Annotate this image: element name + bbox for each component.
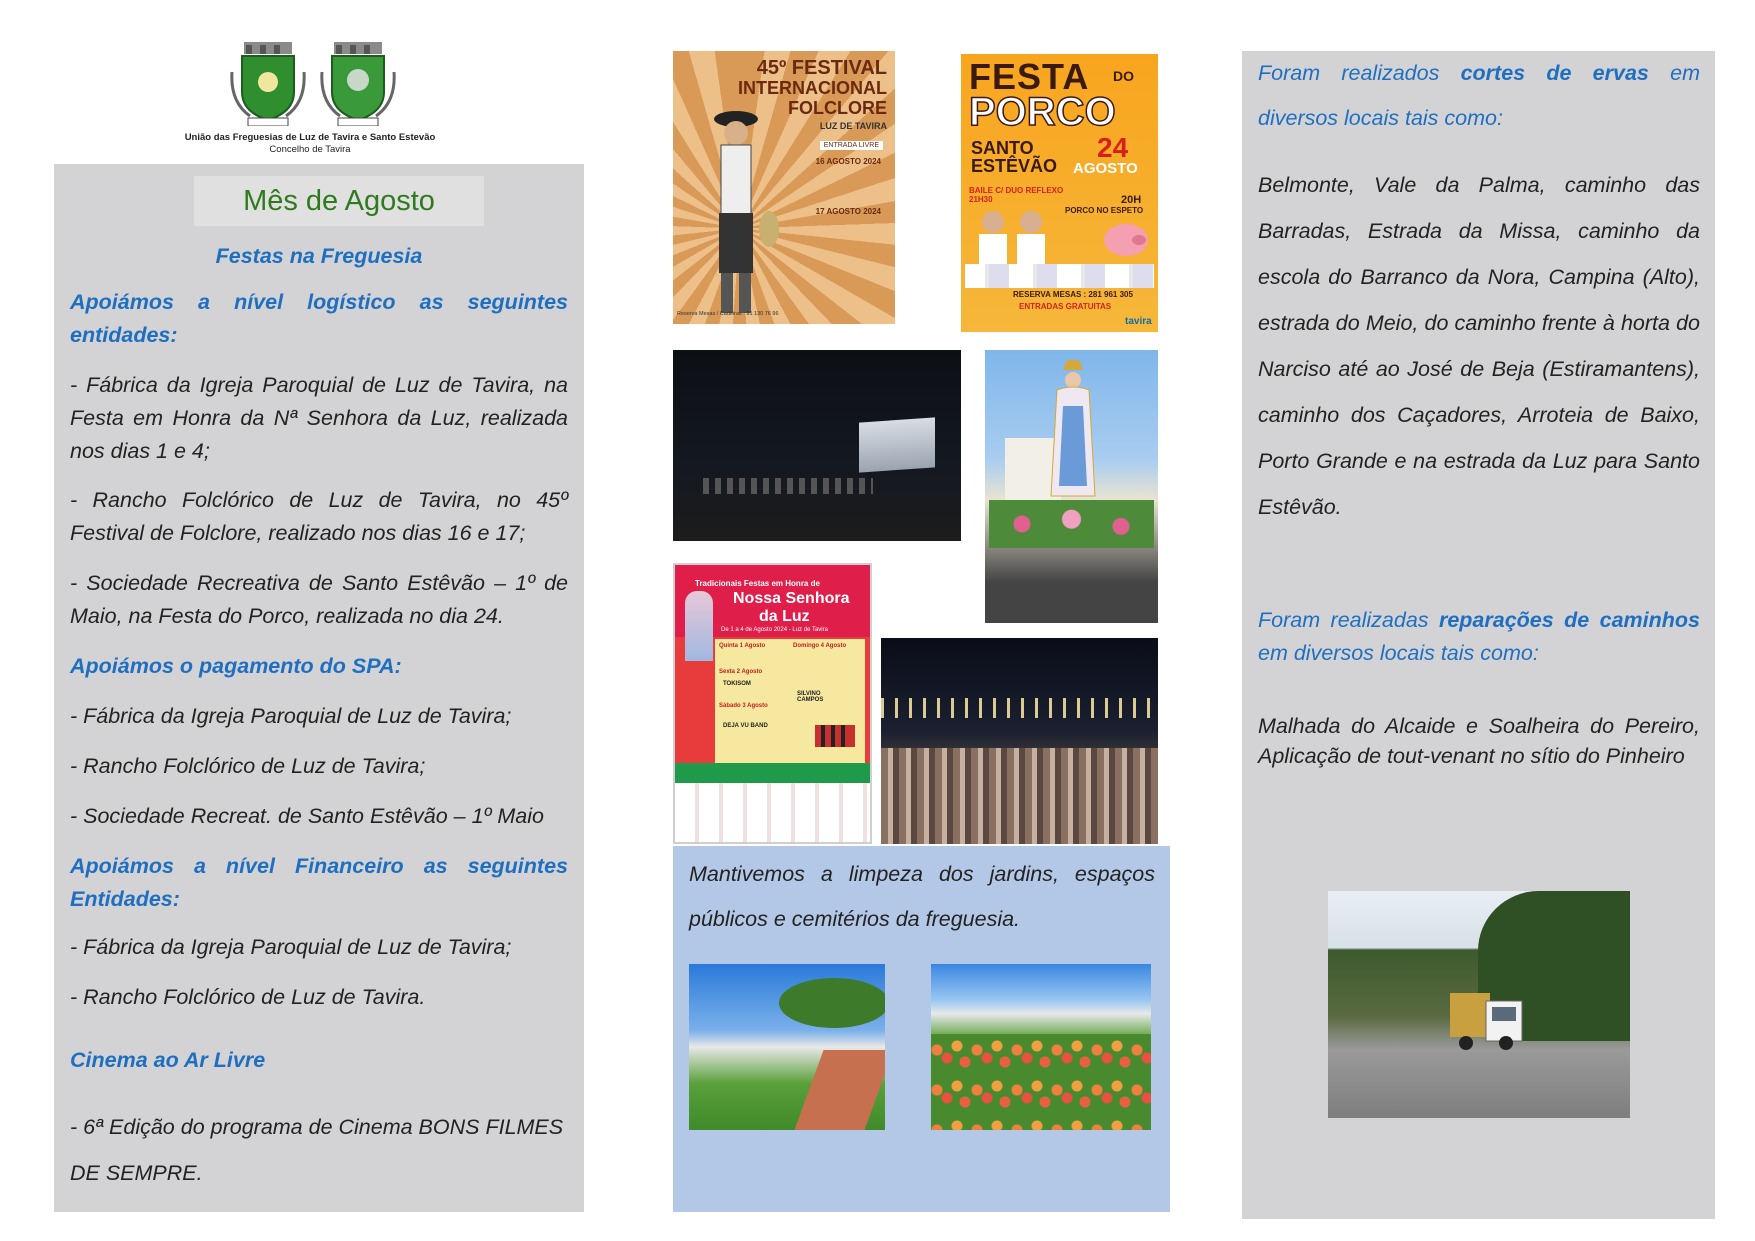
porco-sponsor-strip — [965, 264, 1154, 288]
repair-intro: Foram realizadas — [1258, 608, 1429, 632]
folclore-title-1: 45º FESTIVAL — [756, 57, 887, 79]
senhora-line-3: da Luz — [759, 608, 810, 625]
senhora-day-2: Sexta 2 Agosto — [719, 669, 763, 675]
repair-bold: reparações de caminhos — [1438, 608, 1700, 632]
grass-text: Belmonte, Vale da Palma, caminho das Barradas, Estrada da Missa, caminho da escola do Barranco da Nora, Campina (Alto), estrada do Meio, do caminho frente à horta do Narciso até ao José de Beja (Estiramantens), caminho dos Caçadores, Arroteia de Baixo, Porto Grande e na estrada da Luz para Santo Estêvão. — [1258, 173, 1700, 519]
section-title: Festas na Freguesia — [215, 244, 423, 268]
month-title: Mês de Agosto — [194, 176, 484, 226]
photo-procession — [985, 350, 1158, 623]
repair-heading — [1258, 604, 1700, 670]
crest-left-icon — [230, 42, 306, 126]
folk-dancer-icon — [691, 99, 781, 319]
financial-item-1: - Fábrica da Igreja Paroquial de Luz de Tavira; — [70, 935, 512, 959]
logistic-item-1: - Fábrica da Igreja Paroquial de Luz de Tavira, na Festa em Honra da Nª Senhora da Luz, realizada nos dias 1 e 4; — [70, 373, 568, 463]
cinema-screen — [859, 417, 935, 472]
porco-reserve: RESERVA MESAS : 281 961 305 — [1013, 290, 1133, 299]
senhora-act-3: DEJA VU BAND — [723, 723, 768, 729]
financial-heading: Apoiámos a nível Financeiro as seguintes Entidades: — [70, 854, 568, 911]
porco-title-do: DO — [1113, 68, 1134, 84]
repair-text: Malhada do Alcaide e Soalheira do Pereiro, Aplicação de tout-venant no sítio do Pinheiro — [1258, 714, 1700, 768]
senhora-act-2: SILVINO CAMPOS — [797, 691, 824, 703]
spa-item-3: - Sociedade Recreat. de Santo Estêvão – 1º Maio — [70, 804, 544, 828]
poster-nossa-senhora — [673, 563, 872, 844]
right-panel — [1242, 51, 1715, 1219]
porco-free: ENTRADAS GRATUITAS — [1019, 302, 1112, 311]
folclore-date-1: 16 AGOSTO 2024 — [815, 157, 881, 166]
flower-float — [989, 500, 1154, 548]
accordion-icon — [815, 721, 855, 751]
string-lights — [881, 698, 1158, 718]
financial-item-2: - Rancho Folclórico de Luz de Tavira. — [70, 985, 426, 1009]
senhora-virgin-image — [685, 591, 713, 661]
folclore-date-2: 17 AGOSTO 2024 — [815, 207, 881, 216]
logistic-item-3: - Sociedade Recreativa de Santo Estêvão – 1º de Maio, na Festa do Porco, realizada no dia 24. — [70, 571, 568, 628]
senhora-sponsors — [675, 783, 870, 842]
garden-flower-bed — [931, 1034, 1151, 1130]
maintenance-box — [673, 846, 1170, 1212]
folclore-title-3: FOLCLORE — [788, 98, 887, 118]
grass-bold: cortes de ervas — [1460, 61, 1649, 85]
header-logo — [160, 40, 460, 155]
senhora-green-band — [675, 763, 870, 783]
left-panel — [54, 164, 584, 1212]
senhora-line-1: Tradicionais Festas em Honra de — [695, 579, 820, 588]
senhora-dates: De 1 a 4 de Agosto 2024 - Luz de Tavira — [721, 627, 828, 633]
spa-item-2: - Rancho Folclórico de Luz de Tavira; — [70, 754, 426, 778]
porco-band: BAILE C/ DUO REFLEXO 21H30 — [969, 186, 1064, 204]
photo-night-festival — [881, 638, 1158, 844]
porco-title-2: PORCO — [969, 90, 1116, 134]
poster-festa-porco — [961, 54, 1158, 332]
statue-icon — [1043, 356, 1103, 506]
truck-icon — [1446, 983, 1526, 1053]
porco-month: AGOSTO — [1073, 160, 1138, 177]
org-name: União das Freguesias de Luz de Tavira e Santo Estevão — [184, 132, 436, 143]
porco-brand: tavira — [1125, 316, 1152, 327]
poster-folclore — [673, 51, 895, 324]
folclore-footer: Reserva Mesas / Cadeiras : 91 130 76 96 — [677, 311, 779, 317]
porco-day: 24 — [1097, 132, 1129, 163]
repair-rest: em diversos locais tais como: — [1258, 641, 1539, 665]
senhora-act-1: TOKISOM — [723, 681, 751, 687]
crowd — [881, 748, 1158, 844]
men-portrait-icon — [971, 206, 1055, 264]
org-sub: Concelho de Tavira — [269, 144, 351, 155]
senhora-line-2: Nossa Senhora — [733, 590, 850, 607]
photo-garden-flowers — [931, 964, 1151, 1130]
porco-place-1: SANTO — [971, 138, 1034, 158]
crest-right-icon — [320, 42, 396, 126]
porco-time: 20H — [1121, 194, 1142, 206]
porco-place-2: ESTÊVÃO — [971, 156, 1058, 176]
spa-heading: Apoiámos o pagamento do SPA: — [70, 654, 402, 678]
photo-road-repair — [1328, 891, 1630, 1118]
folclore-badge: ENTRADA LIVRE — [820, 141, 883, 150]
photo-outdoor-cinema — [673, 350, 961, 541]
senhora-day-4: Domingo 4 Agosto — [793, 643, 847, 649]
grass-heading — [1258, 51, 1700, 141]
photo-garden-tree — [689, 964, 885, 1130]
cinema-heading: Cinema ao Ar Livre — [70, 1048, 266, 1072]
maintenance-text: Mantivemos a limpeza dos jardins, espaços públicos e cemitérios da freguesia. — [689, 862, 1155, 931]
senhora-day-1: Quinta 1 Agosto — [719, 643, 766, 649]
cinema-seats — [703, 478, 873, 494]
garden-tree-crown — [779, 978, 885, 1028]
senhora-day-3: Sábado 3 Agosto — [719, 703, 768, 709]
grass-rest: em diversos locais tais como: — [1258, 61, 1700, 130]
cinema-text: - 6ª Edição do programa de Cinema BONS FILMES DE SEMPRE. — [70, 1115, 564, 1185]
garden-path — [794, 1050, 885, 1130]
pig-icon — [1101, 216, 1151, 260]
spa-item-1: - Fábrica da Igreja Paroquial de Luz de Tavira; — [70, 704, 512, 728]
folclore-place: LUZ DE TAVIRA — [819, 121, 887, 131]
logistic-heading: Apoiámos a nível logístico as seguintes entidades: — [70, 290, 568, 347]
porco-event: PORCO NO ESPETO — [1065, 206, 1144, 215]
folclore-title-2: INTERNACIONAL — [738, 78, 887, 98]
grass-intro: Foram realizados — [1258, 61, 1440, 85]
logistic-item-2: - Rancho Folclórico de Luz de Tavira, no 45º Festival de Folclore, realizado nos dias 16 e 17; — [70, 488, 568, 545]
porco-title-1: FESTA — [969, 56, 1090, 97]
